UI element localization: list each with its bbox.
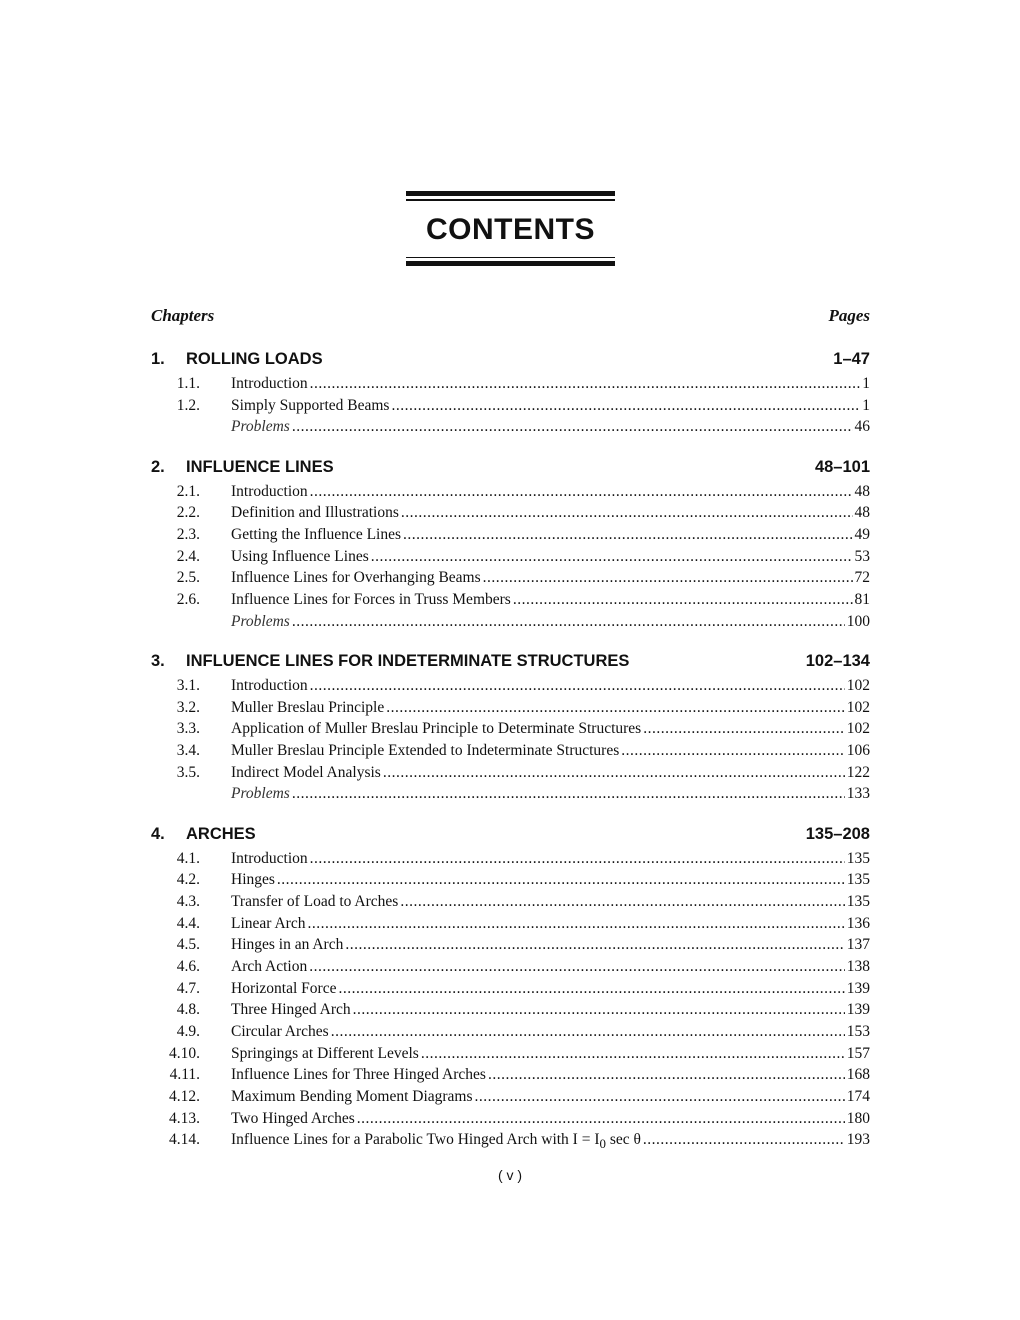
entry-title-text: Linear Arch xyxy=(231,914,306,932)
entry-number: 1.1. xyxy=(176,375,200,392)
chapter-number: 3. xyxy=(151,651,165,670)
dot-leader xyxy=(371,546,853,568)
entry-title-text: Circular Arches xyxy=(231,1023,329,1040)
entry-number: 4.3. xyxy=(176,892,200,910)
toc-entry[interactable] xyxy=(151,567,870,589)
dot-leader xyxy=(513,589,853,611)
entry-page: 49 xyxy=(854,525,870,543)
chapter-pages: 135–208 xyxy=(805,824,870,843)
page-number-footer: ( v ) xyxy=(497,1167,523,1183)
toc-entry[interactable] xyxy=(151,416,870,438)
entry-page: 137 xyxy=(846,936,870,954)
entry-title-text: Influence Lines for Three Hinged Arches xyxy=(231,1066,486,1084)
chapter-title: INFLUENCE LINES xyxy=(186,457,334,476)
entry-title xyxy=(231,762,381,784)
dot-leader xyxy=(383,762,845,784)
entry-page: 102 xyxy=(846,698,870,716)
entry-title-text: Simply Supported Beams xyxy=(231,396,390,414)
toc-entry[interactable] xyxy=(151,611,870,633)
entry-title xyxy=(231,999,351,1021)
column-headers xyxy=(151,306,870,326)
entry-page: 48 xyxy=(854,482,870,500)
toc-entry[interactable] xyxy=(151,783,870,805)
toc-entry[interactable] xyxy=(151,740,870,762)
title-rule-bottom-thin xyxy=(406,257,615,259)
entry-title-text: Indirect Model Analysis xyxy=(231,763,381,781)
toc-entry[interactable] xyxy=(151,502,870,524)
toc-entry[interactable] xyxy=(151,1021,870,1043)
dot-leader xyxy=(621,740,845,762)
dot-leader xyxy=(310,373,861,395)
entry-number: 2.4. xyxy=(176,547,200,565)
chapter-title: ROLLING LOADS xyxy=(186,350,323,368)
entry-page: 122 xyxy=(846,763,870,781)
entry-number: 3.3. xyxy=(176,720,200,738)
chapter-pages: 48–101 xyxy=(814,457,870,476)
chapter-number: 4. xyxy=(151,824,165,843)
entry-page: 53 xyxy=(854,547,870,565)
entry-title xyxy=(231,1129,641,1155)
entry-title-text: Two Hinged Arches xyxy=(231,1109,355,1127)
entry-number: 2.3. xyxy=(176,525,200,543)
chapter-section xyxy=(151,454,870,633)
entry-number: 2.2. xyxy=(176,504,200,522)
chapter-heading xyxy=(151,454,870,481)
entry-title-text: Influence Lines for Forces in Truss Members xyxy=(231,591,511,608)
title-rule-bottom-thick xyxy=(406,261,615,266)
entry-title-text: Definition and Illustrations xyxy=(231,504,399,522)
toc-entry[interactable] xyxy=(151,1064,870,1086)
toc-entry[interactable] xyxy=(151,524,870,546)
entry-number: 4.14. xyxy=(169,1131,200,1149)
chapter-section xyxy=(151,648,870,805)
entry-title xyxy=(231,783,290,805)
chapter-heading xyxy=(151,346,870,373)
entry-page: 81 xyxy=(854,591,870,608)
entry-title xyxy=(231,373,308,395)
entry-title xyxy=(231,869,275,891)
chapter-title: INFLUENCE LINES FOR INDETERMINATE STRUCTURES xyxy=(186,651,630,670)
toc-entry[interactable] xyxy=(151,697,870,719)
entry-title-text: Introduction xyxy=(231,676,308,694)
entry-title-text: Maximum Bending Moment Diagrams xyxy=(231,1088,473,1106)
entry-title-text: Application of Muller Breslau Principle to Determinate Structures xyxy=(231,720,642,738)
entry-number: 3.2. xyxy=(176,698,200,716)
entry-title xyxy=(231,934,343,956)
entry-title-text: Hinges xyxy=(231,871,275,889)
toc-entry[interactable] xyxy=(151,373,870,395)
dot-leader xyxy=(307,913,844,935)
entry-title xyxy=(231,589,511,611)
toc-entry[interactable] xyxy=(151,956,870,978)
dot-leader xyxy=(386,697,845,719)
dot-leader xyxy=(310,481,853,503)
title-rule-top-thin xyxy=(406,199,615,201)
chapter-heading xyxy=(151,648,870,675)
dot-leader xyxy=(338,978,844,1000)
entry-title xyxy=(231,567,481,589)
entry-title xyxy=(231,740,619,762)
entry-title-text: Introduction xyxy=(231,375,308,392)
entry-title-text: Introduction xyxy=(231,849,308,867)
dot-leader xyxy=(400,891,844,913)
entry-page: 46 xyxy=(854,418,870,436)
dot-leader xyxy=(483,567,853,589)
entry-page: 102 xyxy=(846,720,870,738)
entry-title xyxy=(231,1043,419,1065)
entry-page: 138 xyxy=(846,957,870,975)
toc-entry[interactable] xyxy=(151,589,870,611)
entry-title-text: Three Hinged Arch xyxy=(231,1001,351,1019)
dot-leader xyxy=(353,999,845,1021)
entry-number: 2.6. xyxy=(176,591,200,608)
entry-title-text: Muller Breslau Principle xyxy=(231,698,385,716)
toc-entry[interactable] xyxy=(151,1086,870,1108)
toc-entry[interactable] xyxy=(151,481,870,503)
entry-title-text: Transfer of Load to Arches xyxy=(231,892,399,910)
dot-leader xyxy=(401,502,853,524)
entry-page: 1 xyxy=(862,396,870,414)
entry-number: 4.8. xyxy=(176,1001,200,1019)
pages-header: Pages xyxy=(828,306,870,325)
chapter-title: ARCHES xyxy=(186,824,256,843)
entry-title-text: Problems xyxy=(231,418,290,436)
chapter-number: 1. xyxy=(151,350,165,368)
chapter-title-group xyxy=(151,346,323,373)
entry-number: 4.9. xyxy=(176,1023,200,1040)
dot-leader xyxy=(292,783,845,805)
entry-title xyxy=(231,502,399,524)
entry-page: 157 xyxy=(846,1044,870,1062)
entry-page: 174 xyxy=(846,1088,870,1106)
entry-page: 153 xyxy=(846,1023,870,1040)
table-of-contents xyxy=(151,346,870,1167)
entry-title xyxy=(231,1108,355,1130)
entry-number: 4.5. xyxy=(176,936,200,954)
entry-page: 139 xyxy=(846,1001,870,1019)
chapters-header: Chapters xyxy=(151,306,215,325)
dot-leader xyxy=(292,611,845,633)
entry-title-text: Problems xyxy=(231,612,290,630)
entry-title xyxy=(231,1086,473,1108)
toc-entry[interactable] xyxy=(151,1043,870,1065)
dot-leader xyxy=(403,524,852,546)
dot-leader xyxy=(277,869,845,891)
toc-entry[interactable] xyxy=(151,978,870,1000)
entry-page: 135 xyxy=(846,849,870,867)
dot-leader xyxy=(310,675,845,697)
entry-page: 135 xyxy=(846,871,870,889)
toc-entry[interactable] xyxy=(151,913,870,935)
entry-page: 136 xyxy=(846,914,870,932)
dot-leader xyxy=(475,1086,845,1108)
entry-title-text: Horizontal Force xyxy=(231,979,337,997)
entry-title-text: Influence Lines for Overhanging Beams xyxy=(231,569,481,587)
chapter-pages: 1–47 xyxy=(833,350,870,368)
entry-number: 1.2. xyxy=(176,396,200,414)
entry-title xyxy=(231,718,641,740)
entry-number: 4.1. xyxy=(176,849,200,867)
entry-number: 4.7. xyxy=(176,979,200,997)
chapter-pages: 102–134 xyxy=(805,651,870,670)
entry-title-text: Getting the Influence Lines xyxy=(231,525,402,543)
entry-number: 2.1. xyxy=(176,482,200,500)
entry-page: 102 xyxy=(846,676,870,694)
entry-title-text: Influence Lines for a Parabolic Two Hinged Arch with I = I xyxy=(231,1131,600,1149)
entry-page: 139 xyxy=(846,979,870,997)
entry-title-text: Springings at Different Levels xyxy=(231,1044,419,1062)
entry-number: 3.4. xyxy=(176,741,200,759)
entry-title xyxy=(231,978,336,1000)
entry-title xyxy=(231,395,389,417)
entry-number: 4.13. xyxy=(169,1109,200,1127)
dot-leader xyxy=(292,416,853,438)
entry-page: 48 xyxy=(854,504,870,522)
entry-page: 1 xyxy=(862,375,870,392)
entry-title-text: Problems xyxy=(231,785,290,803)
dot-leader xyxy=(309,956,845,978)
toc-entry[interactable] xyxy=(151,999,870,1021)
dot-leader xyxy=(310,848,845,870)
entry-page: 72 xyxy=(854,569,870,587)
entry-title xyxy=(231,611,290,633)
chapter-heading xyxy=(151,821,870,848)
toc-entry[interactable] xyxy=(151,1129,870,1151)
entry-title xyxy=(231,546,369,568)
entry-title-subscript: 0 xyxy=(599,1136,606,1152)
entry-title-text: Hinges in an Arch xyxy=(231,936,344,954)
chapter-title-group xyxy=(151,454,334,481)
entry-title-text: Muller Breslau Principle Extended to Indeterminate Structures xyxy=(231,741,620,759)
entry-page: 180 xyxy=(846,1109,870,1127)
entry-number: 4.12. xyxy=(169,1088,200,1106)
entry-title xyxy=(231,524,401,546)
toc-entry[interactable] xyxy=(151,891,870,913)
toc-entry[interactable] xyxy=(151,934,870,956)
toc-entry[interactable] xyxy=(151,762,870,784)
toc-entry[interactable] xyxy=(151,395,870,417)
chapter-section xyxy=(151,346,870,438)
entry-title xyxy=(231,848,308,870)
dot-leader xyxy=(488,1064,845,1086)
chapter-section xyxy=(151,821,870,1152)
dot-leader xyxy=(345,934,844,956)
title-block xyxy=(406,191,615,266)
entry-number: 4.6. xyxy=(176,957,200,975)
entry-title xyxy=(231,481,308,503)
chapter-title-group xyxy=(151,821,256,848)
entry-page: 100 xyxy=(846,612,870,630)
entry-title-text: Using Influence Lines xyxy=(231,547,369,565)
toc-entry[interactable] xyxy=(151,675,870,697)
entry-title xyxy=(231,416,290,438)
toc-entry[interactable] xyxy=(151,718,870,740)
entry-title xyxy=(231,697,384,719)
dot-leader xyxy=(357,1108,845,1130)
entry-number: 4.4. xyxy=(176,914,200,932)
entry-number: 2.5. xyxy=(176,569,200,587)
entry-title xyxy=(231,1064,486,1086)
entry-page: 106 xyxy=(846,741,870,759)
toc-entry[interactable] xyxy=(151,1108,870,1130)
chapter-number: 2. xyxy=(151,457,165,476)
dot-leader xyxy=(421,1043,845,1065)
dot-leader xyxy=(643,718,845,740)
entry-title-text: Introduction xyxy=(231,482,308,500)
entry-title xyxy=(231,1021,329,1043)
entry-title xyxy=(231,956,307,978)
entry-title-suffix: sec θ xyxy=(605,1131,641,1149)
entry-number: 4.11. xyxy=(169,1066,200,1084)
dot-leader xyxy=(331,1021,845,1043)
page-title: CONTENTS xyxy=(426,212,595,246)
entry-page: 168 xyxy=(846,1066,870,1084)
title-rule-top-thick xyxy=(406,191,615,196)
entry-title-text: Arch Action xyxy=(231,957,308,975)
toc-entry[interactable] xyxy=(151,848,870,870)
entry-number: 3.5. xyxy=(176,763,200,781)
dot-leader xyxy=(643,1129,845,1151)
entry-title xyxy=(231,913,305,935)
toc-entry[interactable] xyxy=(151,546,870,568)
entry-page: 193 xyxy=(846,1131,870,1149)
entry-page: 133 xyxy=(846,785,870,803)
entry-number: 4.10. xyxy=(169,1044,200,1062)
toc-entry[interactable] xyxy=(151,869,870,891)
chapter-title-group xyxy=(151,648,629,675)
entry-title xyxy=(231,891,398,913)
dot-leader xyxy=(391,395,860,417)
entry-number: 4.2. xyxy=(176,871,200,889)
entry-title xyxy=(231,675,308,697)
entry-page: 135 xyxy=(846,892,870,910)
entry-number: 3.1. xyxy=(176,676,200,694)
